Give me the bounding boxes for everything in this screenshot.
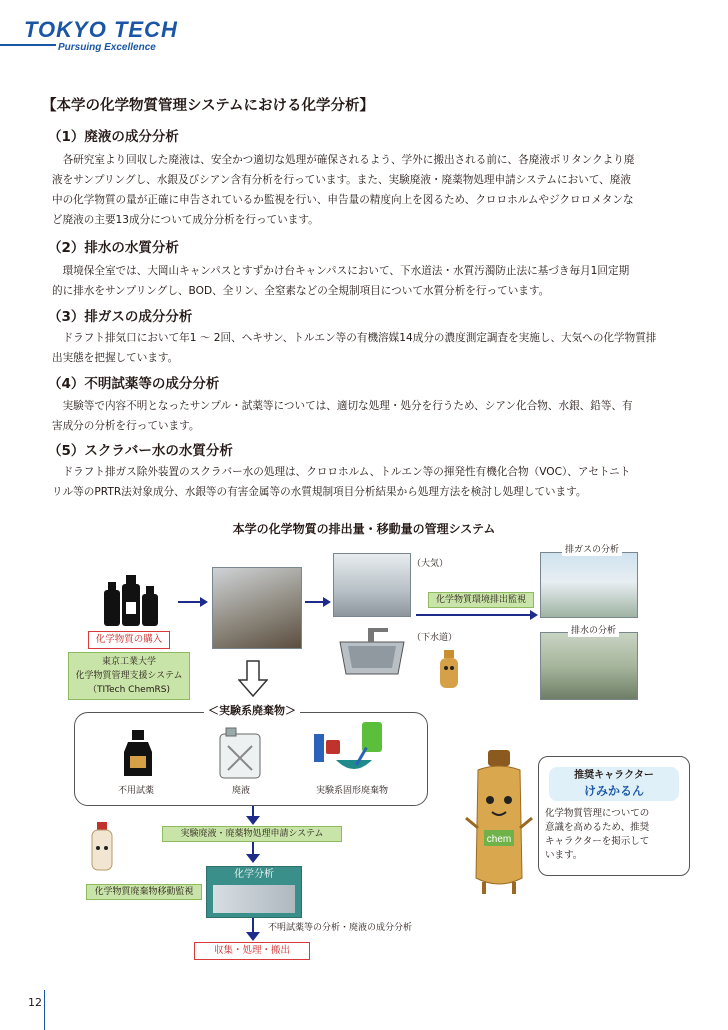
flow-line-5 [252,842,254,854]
unknown-reagent-bottle-icon [120,730,156,778]
section-body-4: 実験等で内容不明となったサンプル・試薬等については、適切な処理・処分を行うため、シアン化合物、水銀、鉛等、有 害成分の分析を行っています。 [52,400,633,432]
section-body-3: ドラフト排気口において年1 ～ 2回、ヘキサン、トルエン等の有機溶媒14成分の濃度測定調査を実施し、大気への化学物質排 出実態を把握しています。 [52,332,657,364]
page-title: 【本学の化学物質管理システムにおける化学分析】 [42,98,375,114]
sewer-label: （下水道） [412,633,458,643]
section-body-5: ドラフト排ガス除外装置のスクラバー水の処理は、クロロホルム、トルエン等の揮発性有機化合物（VOC）、アセトニト リル等のPRTR法対象成分、水銀等の有害金属等の水質規制項目分析結果から処理方法を検討し処理しています。 [52,466,631,498]
analysis-note: 不明試薬等の分析・廃液の成分分析 [268,923,413,933]
chem-analysis-label: 化学分析 [234,869,274,880]
atmosphere-label: （大気） [412,559,449,569]
character-title: 推奨キャラクター [574,770,654,781]
exhaust-analysis-photo [540,552,638,618]
flow-line-6 [252,918,254,932]
flow-arrowhead-2 [323,597,331,607]
chemrs-box: 東京工業大学 化学物質管理支援システム （TITech ChemRS) [68,652,190,700]
character-name: けみかるん [583,784,644,798]
waste-liquid-label: 廃液 [232,786,251,796]
kemikarun-bottle-icon [86,822,118,872]
section-heading-2: （2）排水の水質分析 [48,240,179,256]
lab-photo [212,567,302,649]
chem-analysis-photo [213,885,295,913]
flow-arrowhead-4 [246,816,260,825]
unknown-reagent-label: 不用試薬 [118,786,155,796]
logo-tagline: Pursuing Excellence [58,42,156,53]
drain-analysis-photo [540,632,638,700]
flow-line-4 [252,806,254,816]
character-title-box [549,767,679,801]
chem-analysis-box [206,866,302,918]
movement-monitor-box: 化学物質廃棄物移動監視 [86,884,202,900]
waste-liquid-tank-icon [218,726,264,780]
flow-arrowhead-6 [246,932,260,941]
section-heading-5: （5）スクラバー水の水質分析 [48,443,233,459]
character-desc: 化学物質管理についての 意識を高めるため、推奨 キャラクターを掲示して います。 [545,808,650,861]
section-heading-4: （4）不明試薬等の成分分析 [48,376,220,392]
section-body-1: 各研究室より回収した廃液は、安全かつ適切な処理が確保されるよう、学外に搬出される前に、各廃液ポリタンクより廃 液をサンプリングし、水銀及びシアン含有分析を行っています。また、実験廃液・廃薬物処理申請システムにおいて、廃液 中の化学物質の量が正確に申告されているか監視を行い、申告量の精度向上を図るため、クロロホルムやジクロロメタンな ど廃液の主要13成分について成分分析を行っています。 [52,154,635,226]
reagent-bottles-icon [100,572,164,628]
kemikarun-character-icon [462,748,534,898]
flow-arrowhead-1 [200,597,208,607]
section-body-2: 環境保全室では、大岡山キャンパスとすずかけ台キャンパスにおいて、下水道法・水質汚濁防止法に基づき毎月1回定期 的に排水をサンプリングし、BOD、全リン、全窒素などの全規制項目について水質分析を行っています。 [52,265,630,297]
diagram-title: 本学の化学物質の排出量・移動量の管理システム [232,522,496,536]
application-system-box: 実験廃液・廃薬物処理申請システム [162,826,342,842]
collection-box: 収集・処理・搬出 [194,942,310,960]
fume-hood-photo [333,553,411,617]
exhaust-analysis-label: 排ガスの分析 [562,544,622,556]
lab-waste-label: ＜実験系廃棄物＞ [204,704,300,718]
big-down-arrow-icon [238,660,268,698]
page-number: 12 [28,996,42,1009]
kemikarun-small-icon [436,648,462,692]
logo: TOKYO TECH [24,17,178,42]
sink-icon [334,624,410,676]
flow-arrowhead-3 [530,610,538,620]
footer-line [44,990,45,1030]
solid-waste-label: 実験系固形廃棄物 [316,786,389,796]
solid-waste-icon [312,720,392,780]
logo-underline [0,44,56,46]
emission-monitor-box: 化学物質環境排出監視 [428,592,534,608]
section-heading-3: （3）排ガスの成分分析 [48,309,193,325]
flow-arrow-3 [416,614,532,616]
flow-arrow-1 [178,601,202,603]
flow-arrow-2 [305,601,325,603]
section-heading-1: （1）廃液の成分分析 [48,129,179,145]
character-info-box [538,756,690,876]
flow-arrowhead-5 [246,854,260,863]
kemikarun-bottle-label: chem [486,834,512,845]
drain-analysis-label: 排水の分析 [568,625,619,637]
purchase-label: 化学物質の購入 [88,631,170,649]
